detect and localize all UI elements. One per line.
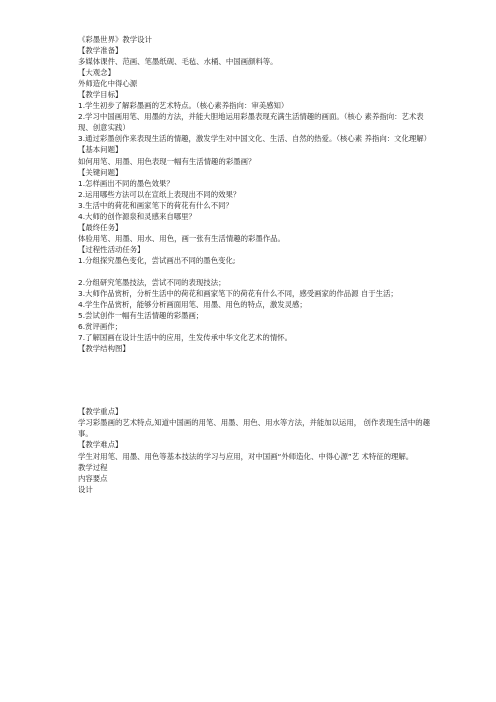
basic-question-text: 如何用笔、用墨、用色表现一幅有生活情趣的彩墨画？ [78, 156, 256, 166]
key-question-item: 2.运用哪些方法可以在宣纸上表现出不同的效果？ [78, 189, 241, 199]
document-title: 《彩墨世界》教学设计 [78, 35, 152, 44]
goal-item: 1.学生初步了解彩墨画的艺术特点。（核心素养指向：审美感知） [78, 101, 289, 111]
process-task-item: 6.赏评画作； [78, 322, 123, 332]
process-task-item: 3.大师作品赏析，分析生活中的荷花和画家笔下的荷花有什么不同，感受画家的作品源 自于生活； [78, 289, 398, 299]
basic-question-heading: 【基本问题】 [78, 145, 123, 155]
difficulty-text: 学生对用笔、用墨、用色等基本技法的学习与应用，对中国画“外师造化、中得心源”艺 术特征的理解。 [78, 451, 414, 461]
keypoint-text: 学习彩墨画的艺术特点,知道中国画的用笔、用墨、用色、用水等方法，并能加以运用， 创作表现生活中的趣事。 [78, 418, 431, 439]
key-questions-heading: 【关键问题】 [78, 167, 123, 177]
concept-heading: 【大观念】 [78, 68, 115, 78]
goal-item: 2.学习中国画用笔、用墨的方法，并能大胆地运用彩墨表现充满生活情趣的画面。（核心 素养指向：艺术表现、创意实践） [78, 112, 424, 133]
teaching-process-label: 教学过程 [78, 462, 108, 472]
process-task-item: 4.学生作品赏析，能够分析画面用笔、用墨、用色的特点，激发灵感； [78, 300, 307, 310]
document-page [78, 34, 438, 495]
concept-text: 外师造化中得心源 [78, 79, 138, 89]
key-question-item: 4.大师的创作源泉和灵感来自哪里？ [78, 211, 196, 221]
prep-text: 多媒体课件、范画、笔墨纸砚、毛毡、水桶、中国画颜料等。 [78, 57, 278, 67]
final-task-heading: 【最终任务】 [78, 222, 123, 232]
content-points-label: 内容要点 [78, 473, 108, 483]
process-task-heading: 【过程性活动任务】 [78, 244, 145, 254]
structure-diagram-heading: 【教学结构图】 [78, 344, 130, 354]
process-task-item: 1.分组探究墨色变化，尝试画出不同的墨色变化; [78, 255, 236, 265]
blank-line [78, 266, 438, 277]
process-task-item: 2.分组研究笔墨技法，尝试不同的表现技法； [78, 277, 226, 287]
structure-diagram-placeholder [78, 354, 438, 406]
design-label: 设计 [78, 484, 93, 494]
key-question-item: 3.生活中的荷花和画家笔下的荷花有什么不同？ [78, 200, 233, 210]
process-task-item: 7.了解国画在设计生活中的应用，生发传承中华文化艺术的情怀。 [78, 333, 292, 343]
goal-item: 3.通过彩墨创作来表现生活的情趣，激发学生对中国文化、生活、自然的热爱。（核心素 养指向：文化理解） [78, 134, 432, 144]
key-question-item: 1.怎样画出不同的墨色效果？ [78, 178, 174, 188]
prep-heading: 【教学准备】 [78, 46, 123, 56]
goals-heading: 【教学目标】 [78, 90, 123, 100]
process-task-item: 5.尝试创作一幅有生活情趣的彩墨画； [78, 311, 204, 321]
keypoint-heading: 【教学重点】 [78, 407, 123, 417]
difficulty-heading: 【教学难点】 [78, 440, 123, 450]
final-task-text: 体验用笔、用墨、用水、用色，画一张有生活情趣的彩墨作品。 [78, 233, 285, 243]
